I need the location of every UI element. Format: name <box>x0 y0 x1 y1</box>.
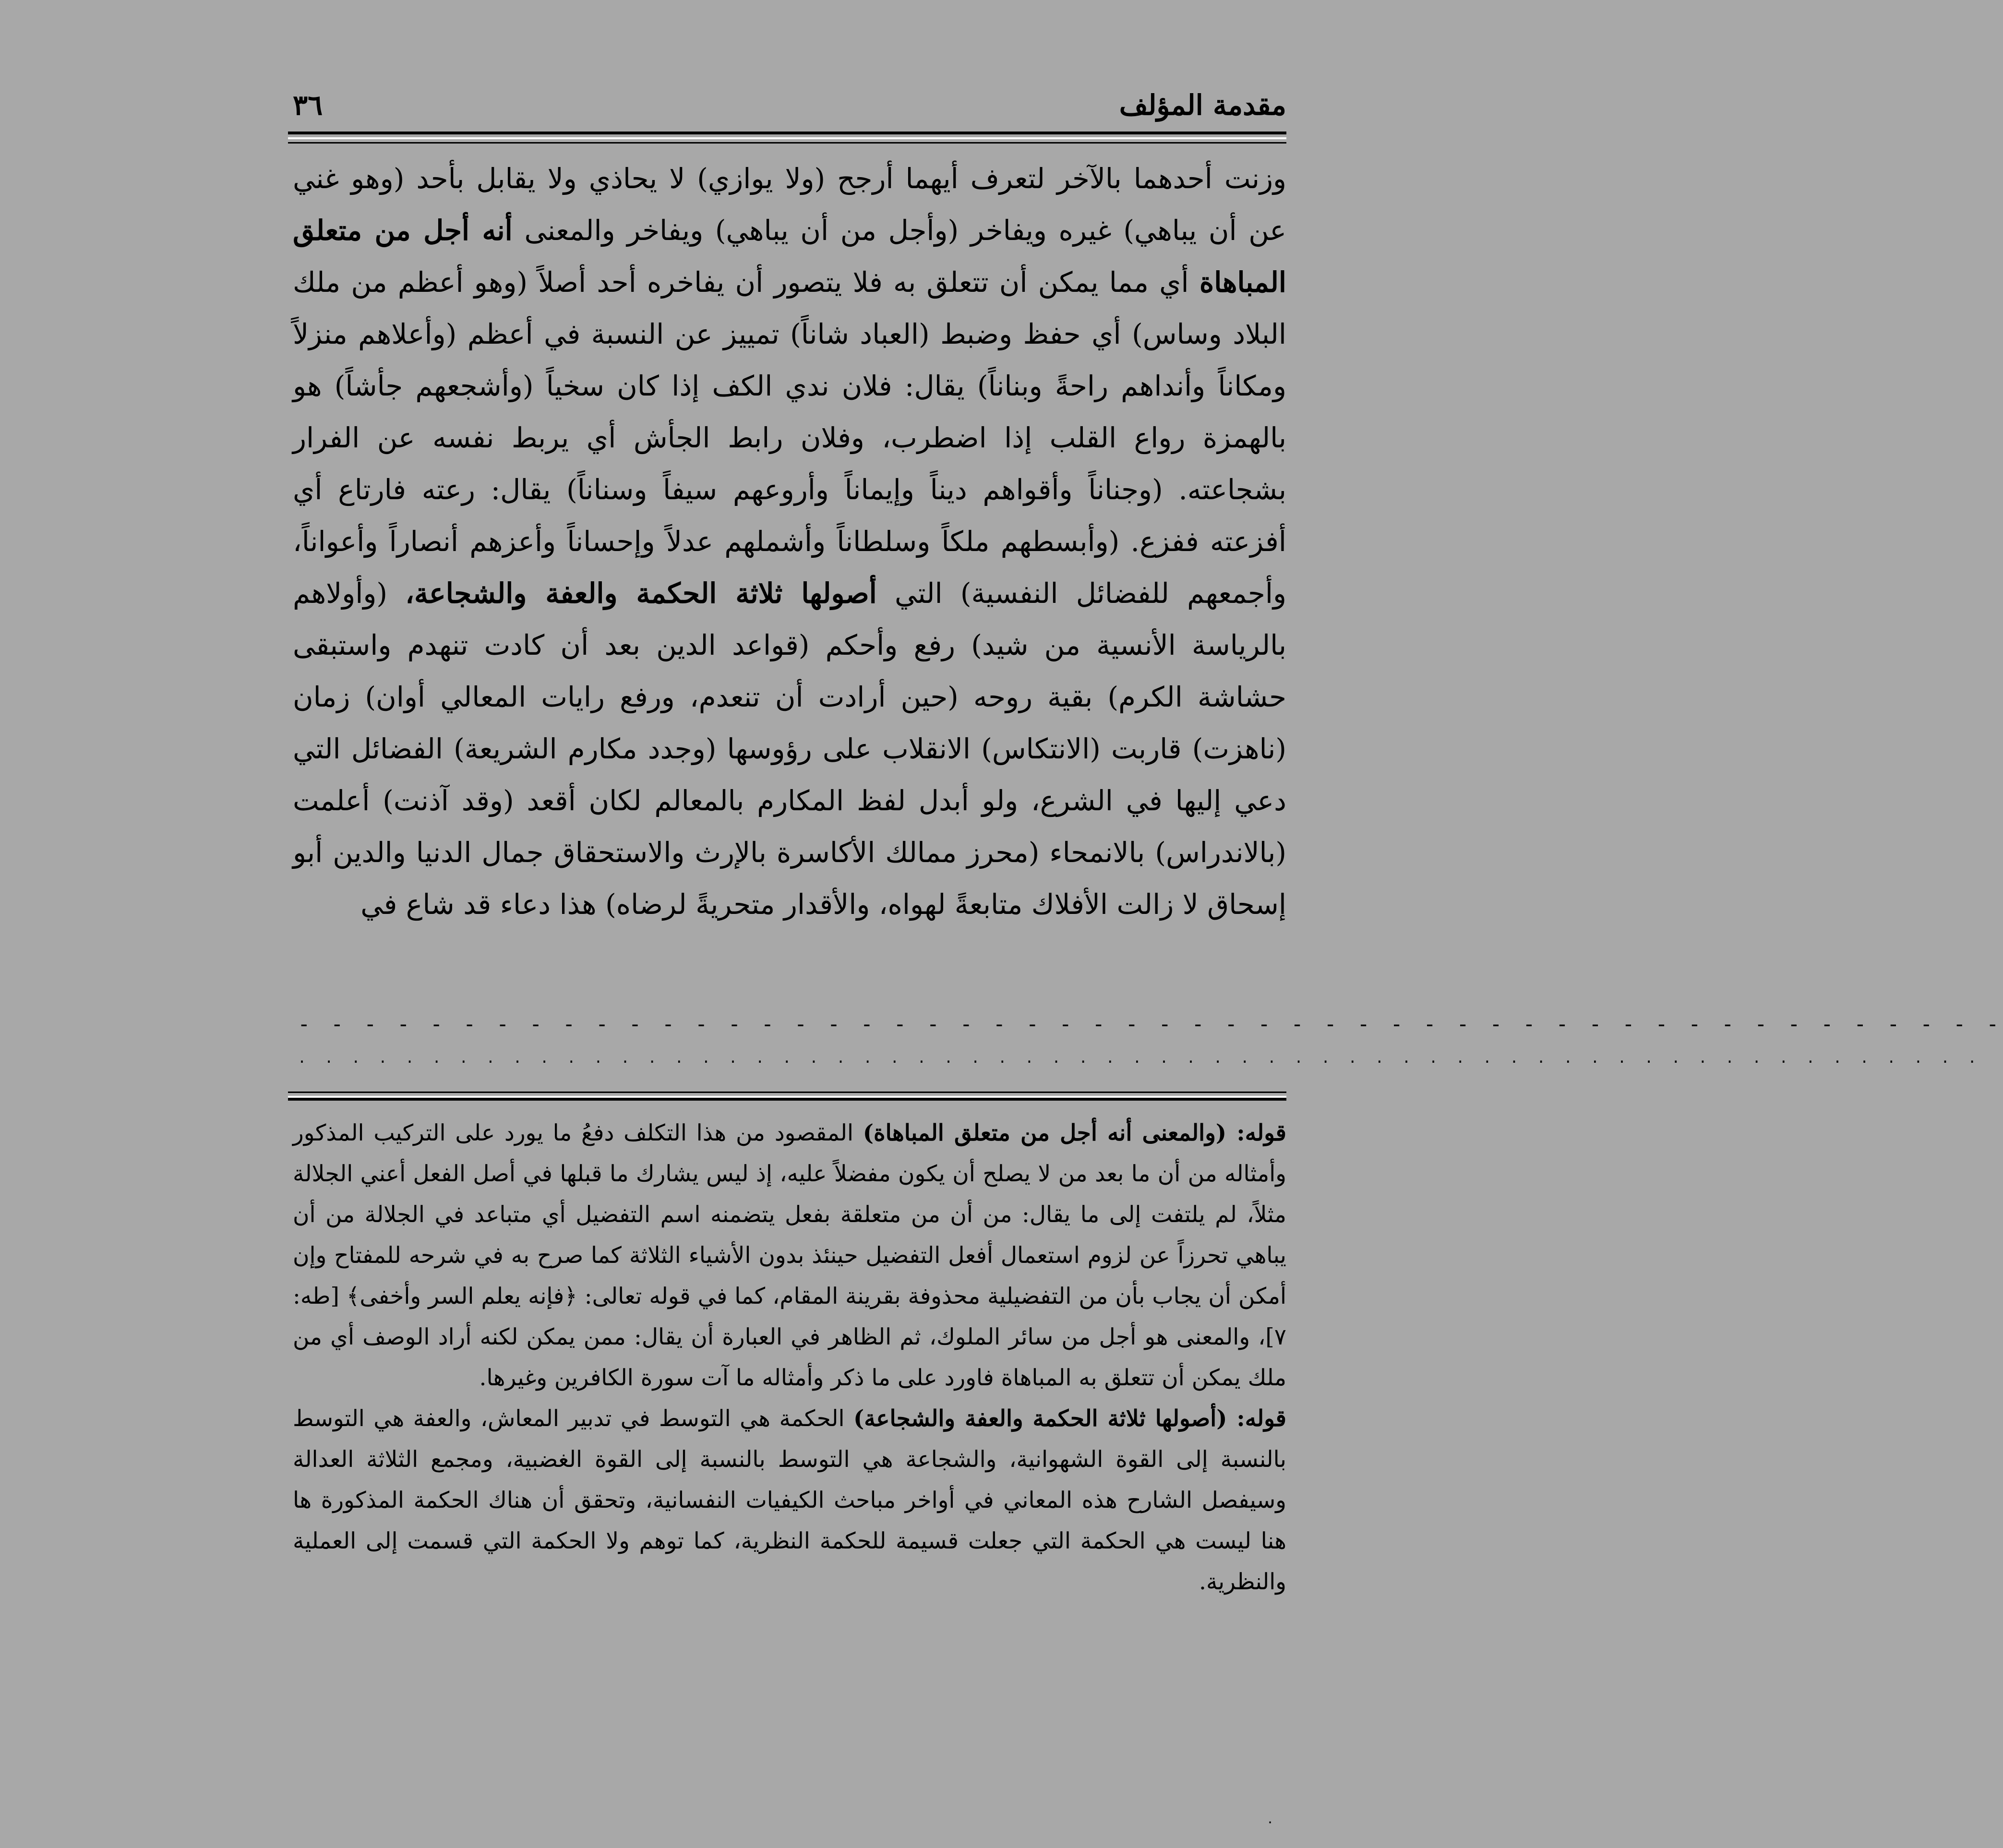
note-lead: قوله: <box>1226 1120 1286 1146</box>
running-title: مقدمة المؤلف <box>1119 89 1286 121</box>
note-text: الحكمة هي التوسط في تدبير المعاش، والعفة هي التوسط بالنسبة إلى القوة الشهوانية، والشجاعة هي التوسط بالنسبة إلى القوة الغضبية، ومجمع الثلاثة العدالة وسيفصل الشارح هذه المعاني في أواخر مباحث الكيفيات النفسانية، وتحقق أن هناك الحكمة المذكورة ها هنا ليست هي الحكمة التي جعلت قسيمة للحكمة النظرية، كما توهم ولا الحكمة التي قسمت إلى العملية والنظرية. <box>293 1405 1286 1595</box>
main-text-bold: أنه أجل من متعلق المباهاة <box>293 214 1286 299</box>
note-paragraph <box>293 1398 1286 1602</box>
note-text: المقصود من هذا التكلف دفعُ ما يورد على التركيب المذكور وأمثاله من أن ما بعد من لا يصلح أن يكون مفضلاً عليه، إذ ليس يشارك ما قبلها في أصل الفعل أعني الجلالة مثلاً، لم يلتفت إلى ما يقال: من أن من متعلقة بفعل يتضمنه اسم التفضيل أي متباعد في الجلالة من أن يباهي تحرزاً عن لزوم استعمال أفعل التفضيل حينئذ بدون الأشياء الثلاثة كما صرح به في شرحه للمفتاح وإن أمكن أن يجاب بأن من التفضيلية محذوفة بقرينة المقام، كما في قوله تعالى: ﴿فإنه يعلم السر وأخفى﴾ [طه: ٧]، والمعنى هو أجل من سائر الملوك، ثم الظاهر في العبارة أن يقال: ممن يمكن لكنه أراد الوصف أي من ملك يمكن أن تتعلق به المباهاة فاورد على ما ذكر وأمثاله ما آت سورة الكافرين وغيرها. <box>293 1120 1287 1391</box>
notes-rule <box>288 1089 1286 1101</box>
note-lead: قوله: <box>1227 1405 1286 1432</box>
note-paragraph <box>293 1113 1286 1398</box>
page-header <box>293 82 1286 134</box>
note-quote: (أصولها ثلاثة الحكمة والعفة والشجاعة) <box>853 1405 1227 1432</box>
dotted-separator: . . . . . . . . . . . . . . . . . . . . . . . . . . . . . . . . . . . . . . . . . . . . . . . . . . . . . . . . . . . . . . . <box>298 1050 1981 1067</box>
main-paragraph <box>293 153 1286 930</box>
commentary-notes <box>293 1113 1286 1602</box>
stray-mark: ٠ <box>1266 1813 1274 1830</box>
main-text-segment: وزنت أحدهما بالآخر لتعرف أيهما أرجح (ولا يوازي) لا يحاذي ولا يقابل بأحد (وهو غني عن أن يباهي) غيره ويفاخر (وأجل من أن يباهي) ويفاخر والمعنى <box>293 162 1286 247</box>
main-text <box>293 153 1286 930</box>
page-number: ٣٦ <box>293 89 323 121</box>
dashed-separator: - - - - - - - - - - - - - - - - - - - - - - - - - - - - - - - - - - - - - - - - - - - - - - - - - - - - <box>298 1012 2003 1036</box>
note-quote: (والمعنى أنه أجل من متعلق المباهاة) <box>863 1120 1227 1146</box>
header-rule <box>288 132 1286 144</box>
main-text-segment: أي مما يمكن أن تتعلق به فلا يتصور أن يفاخره أحد أصلاً (وهو أعظم من ملك البلاد وساس) أي حفظ وضبط (العباد شاناً) تمييز عن النسبة في أعظم (وأعلاهم منزلاً ومكاناً وأنداهم راحةً وبناناً) يقال: فلان ندي الكف إذا كان سخياً (وأشجعهم جأشاً) هو بالهمزة رواع القلب إذا اضطرب، وفلان رابط الجأش أي يربط نفسه عن الفرار بشجاعته. (وجناناً وأقواهم ديناً وإيماناً وأروعهم سيفاً وسناناً) يقال: رعته فارتاع أي أفزعته ففزع. (وأبسطهم ملكاً وسلطاناً وأشملهم عدلاً وإحساناً وأعزهم أنصاراً وأعواناً، وأجمعهم للفضائل النفسية) التي <box>293 266 1287 610</box>
main-text-segment: (وأولاهم بالرياسة الأنسية من شيد) رفع وأحكم (قواعد الدين بعد أن كادت تنهدم واستبقى حشاشة الكرم) بقية روحه (حين أرادت أن تنعدم، ورفع رايات المعالي أوان) زمان (ناهزت) قاربت (الانتكاس) الانقلاب على رؤوسها (وجدد مكارم الشريعة) الفضائل التي دعي إليها في الشرع، ولو أبدل لفظ المكارم بالمعالم لكان أقعد (وقد آذنت) أعلمت (بالاندراس) بالانمحاء (محرز ممالك الأكاسرة بالإرث والاستحقاق جمال الدنيا والدين أبو إسحاق لا زالت الأفلاك متابعةً لهواه، والأقدار متحريةً لرضاه) هذا دعاء قد شاع في <box>293 577 1286 921</box>
main-text-bold: أصولها ثلاثة الحكمة والعفة والشجاعة، <box>405 577 877 610</box>
